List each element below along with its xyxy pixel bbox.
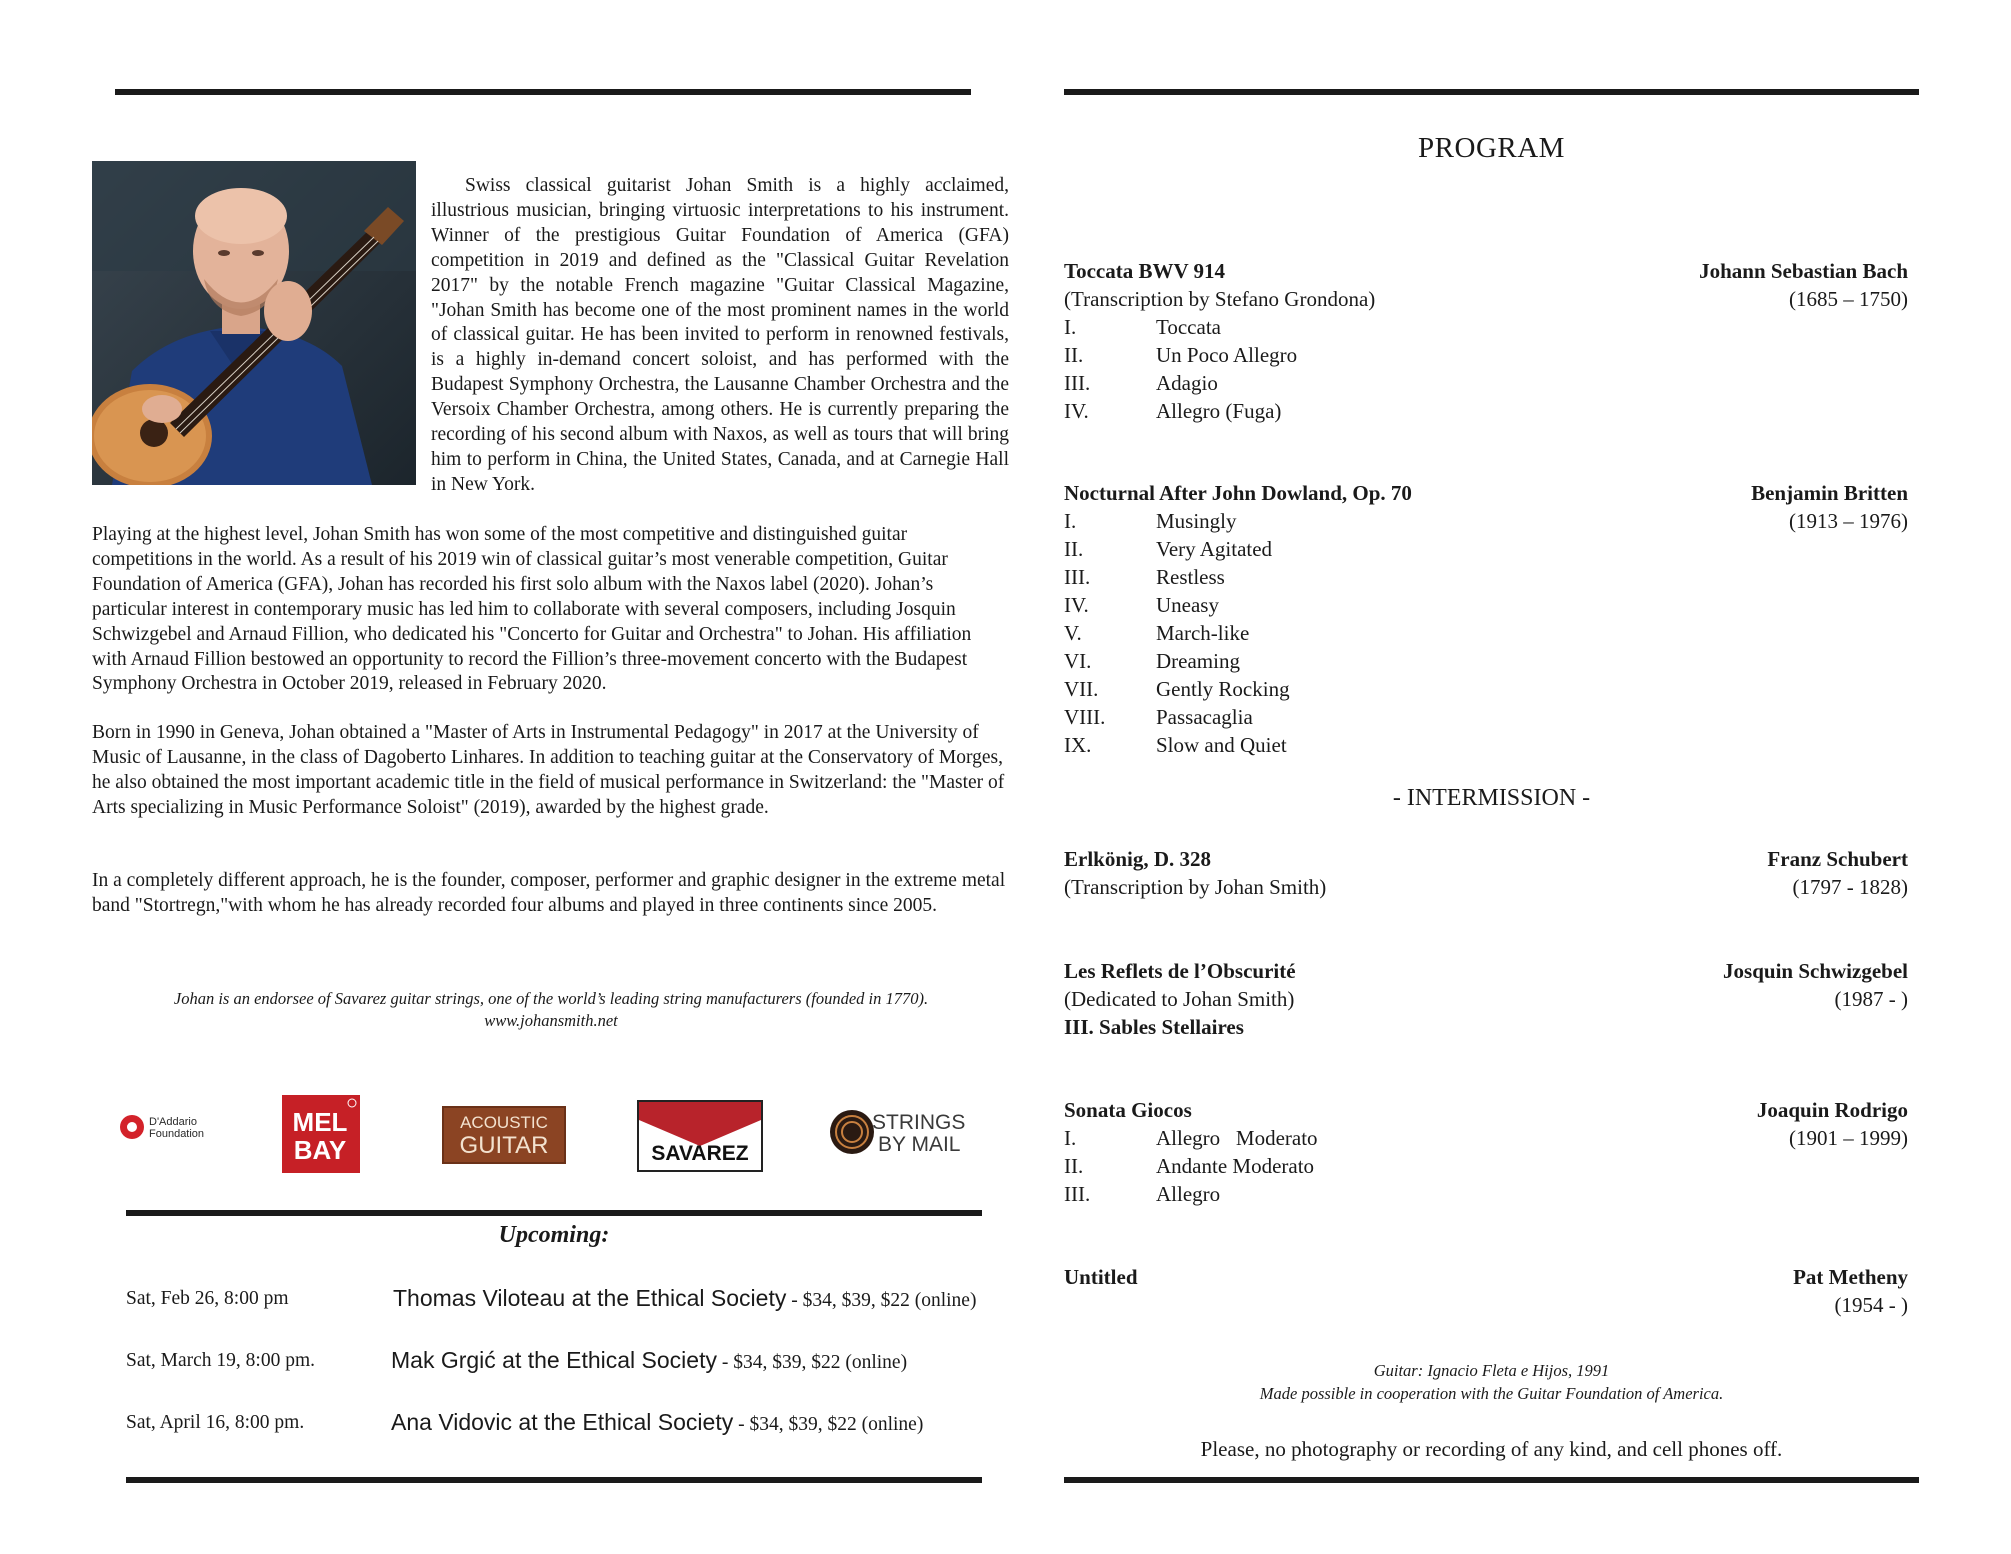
britten-movement-8-name: Passacaglia [1156, 705, 1253, 729]
daddario-foundation-logo [119, 1110, 221, 1144]
britten-movement-2-name: Very Agitated [1156, 537, 1273, 561]
event-3 [391, 1409, 923, 1437]
rodrigo-movement-1-name: Allegro Moderato [1156, 1126, 1318, 1150]
daddario-logo-text-2: Foundation [149, 1128, 205, 1140]
rodrigo-work-title: Sonata Giocos [1064, 1098, 1192, 1122]
event-2-price: - $34, $39, $22 (online) [716, 1352, 908, 1373]
website-link[interactable]: www.johansmith.net [484, 1011, 618, 1030]
bach-movement-1-number: I. [1064, 315, 1077, 339]
schubert-composer: Franz Schubert [1767, 847, 1908, 871]
schwizgebel-dedication: (Dedicated to Johan Smith) [1064, 987, 1295, 1011]
event-2-title: Mak Grgić at the Ethical Society [391, 1347, 717, 1373]
rodrigo-movement-3-number: III. [1064, 1182, 1091, 1206]
bio-paragraph-achievements: Playing at the highest level, Johan Smith has won some of the most competitive and distinguished guitar competitions in the world. As a result of his 2019 win of classical guitar’s most venerable competition, Guitar Foundation of America (GFA), Johan has recorded his first solo album with the Naxos label (2020). Johan’s particular interest in contemporary music has led him to collaborate with several composers, including Josquin Schwizgebel and Arnaud Fillion, who dedicated his "Concerto for Guitar and Orchestra" to Johan. His affiliation with Arnaud Fillion bestowed an opportunity to record the Fillion’s three-movement concerto with the Budapest Symphony Orchestra in October 2019, released in February 2020. [92, 524, 972, 695]
event-3-title: Ana Vidovic at the Ethical Society [391, 1409, 734, 1435]
rodrigo-movement-3-name: Allegro [1156, 1182, 1221, 1206]
rodrigo-composer: Joaquin Rodrigo [1756, 1098, 1908, 1122]
britten-movement-5-name: March-like [1156, 621, 1250, 645]
upcoming-bottom-rule [126, 1477, 982, 1483]
britten-dates: (1913 – 1976) [1789, 509, 1908, 533]
schwizgebel-movement: III. Sables Stellaires [1064, 1015, 1244, 1039]
event-3-date: Sat, April 16, 8:00 pm. [126, 1412, 305, 1433]
britten-movement-1-name: Musingly [1156, 509, 1237, 533]
britten-movement-7-name: Gently Rocking [1156, 677, 1290, 701]
bach-work-title: Toccata BWV 914 [1064, 259, 1226, 283]
acoustic-logo-text-1: ACOUSTIC [460, 1113, 548, 1132]
britten-movement-3-number: III. [1064, 565, 1091, 589]
britten-movement-6-name: Dreaming [1156, 649, 1240, 673]
britten-movement-9-name: Slow and Quiet [1156, 733, 1287, 757]
britten-movement-4-number: IV. [1064, 593, 1089, 617]
bach-dates: (1685 – 1750) [1789, 287, 1908, 311]
bach-movement-2-number: II. [1064, 343, 1084, 367]
britten-composer: Benjamin Britten [1751, 481, 1908, 505]
event-1-date: Sat, Feb 26, 8:00 pm [126, 1288, 289, 1309]
event-2-date: Sat, March 19, 8:00 pm. [126, 1350, 316, 1371]
strings-logo-text-1: STRINGS [872, 1111, 966, 1134]
bach-composer: Johann Sebastian Bach [1699, 259, 1908, 283]
acoustic-logo-text-2: GUITAR [459, 1132, 549, 1159]
event-1 [393, 1285, 976, 1313]
melbay-logo-text-1: MEL [292, 1107, 348, 1137]
britten-movement-6-number: VI. [1064, 649, 1092, 673]
event-2 [391, 1347, 907, 1375]
bach-transcription: (Transcription by Stefano Grondona) [1064, 287, 1376, 311]
bottom-rule-right [1064, 1477, 1919, 1483]
bio-paragraph-metal-band: In a completely different approach, he is the founder, composer, performer and graphic designer in the extreme metal band "Stortregn,"with whom he has already recorded four albums and played in three continents since 2005. [92, 870, 1006, 916]
schwizgebel-composer: Josquin Schwizgebel [1723, 959, 1908, 983]
britten-movement-2-number: II. [1064, 537, 1084, 561]
metheny-composer: Pat Metheny [1793, 1265, 1908, 1289]
program-title: PROGRAM [1418, 132, 1565, 164]
bach-movement-2-name: Un Poco Allegro [1156, 343, 1298, 367]
savarez-logo [637, 1100, 763, 1172]
britten-movement-4-name: Uneasy [1156, 593, 1219, 617]
schubert-dates: (1797 - 1828) [1792, 875, 1908, 899]
bach-movement-1-name: Toccata [1156, 315, 1221, 339]
schwizgebel-dates: (1987 - ) [1834, 987, 1908, 1011]
rodrigo-movement-2-number: II. [1064, 1154, 1084, 1178]
upcoming-top-rule [126, 1210, 982, 1216]
bach-movement-4-number: IV. [1064, 399, 1089, 423]
guitarist-photo [92, 161, 416, 485]
metheny-dates: (1954 - ) [1834, 1293, 1908, 1317]
britten-work-title: Nocturnal After John Dowland, Op. 70 [1064, 481, 1412, 505]
schubert-transcription: (Transcription by Johan Smith) [1064, 875, 1327, 899]
strings-by-mail-logo [826, 1106, 972, 1158]
melbay-logo-text-2: BAY [293, 1135, 347, 1165]
britten-movement-9-number: IX. [1064, 733, 1092, 757]
bach-movement-3-number: III. [1064, 371, 1091, 395]
event-1-price: - $34, $39, $22 (online) [786, 1290, 977, 1311]
britten-movement-1-number: I. [1064, 509, 1077, 533]
endorsement-text: Johan is an endorsee of Savarez guitar strings, one of the world’s leading string manufacturers (founded in 1770). [173, 989, 929, 1008]
bach-movement-3-name: Adagio [1156, 371, 1218, 395]
mel-bay-logo [282, 1095, 360, 1173]
bio-paragraph-education: Born in 1990 in Geneva, Johan obtained a "Master of Arts in Instrumental Pedagogy" in 2017 at the University of Music of Lausanne, in the class of Dagoberto Linhares. In addition to teaching guitar at the Conservatory of Morges, he also obtained the most important academic title in the field of musical performance in Switzerland: the "Master of Arts specializing in Music Performance Soloist" (2019), awarded by the highest grade. [92, 722, 1005, 818]
top-rule-left [115, 89, 971, 95]
event-1-title: Thomas Viloteau at the Ethical Society [393, 1285, 787, 1311]
acoustic-guitar-logo [442, 1106, 566, 1164]
daddario-logo-text-1: D'Addario [149, 1116, 197, 1128]
bach-movement-4-name: Allegro (Fuga) [1156, 399, 1282, 423]
britten-movement-7-number: VII. [1064, 677, 1099, 701]
bio-intro: Swiss classical guitarist Johan Smith is a highly acclaimed, illustrious musician, bringing virtuosic interpretations to his instrument. Winner of the prestigious Guitar Foundation of America (GFA) competition in 2019 and defined as the "Classical Guitar Revelation 2017" by the notable French magazine "Guitar Classical Magazine, "Johan Smith has become one of the most prominent names in the world of classical guitar. He has been invited to perform in renowned festivals, is a highly in-demand concert soloist, and has performed with the Budapest Symphony Orchestra, the Lausanne Chamber Orchestra and the Versoix Chamber Orchestra, among others. He is currently preparing the recording of his second album with Naxos, as well as tours that will bring him to perform in China, the United States, Canada, and at Carnegie Hall in New York. [431, 175, 1009, 495]
gfa-credit: Made possible in cooperation with the Guitar Foundation of America. [1259, 1384, 1724, 1403]
photography-notice: Please, no photography or recording of any kind, and cell phones off. [1200, 1437, 1783, 1461]
metheny-work-title: Untitled [1064, 1265, 1138, 1289]
top-rule-right [1064, 89, 1919, 95]
schubert-work-title: Erlkönig, D. 328 [1064, 847, 1212, 871]
schwizgebel-work-title: Les Reflets de l’Obscurité [1064, 959, 1296, 983]
endorsement-note [92, 988, 1010, 1032]
britten-movement-8-number: VIII. [1064, 705, 1106, 729]
rodrigo-dates: (1901 – 1999) [1789, 1126, 1908, 1150]
strings-logo-text-2: BY MAIL [878, 1133, 961, 1156]
britten-movement-3-name: Restless [1156, 565, 1225, 589]
guitar-credit: Guitar: Ignacio Fleta e Hijos, 1991 [1373, 1361, 1610, 1380]
rodrigo-movement-1-number: I. [1064, 1126, 1077, 1150]
savarez-logo-text: SAVAREZ [651, 1142, 749, 1165]
intermission-label: - INTERMISSION - [1392, 785, 1591, 811]
event-3-price: - $34, $39, $22 (online) [733, 1414, 924, 1435]
rodrigo-movement-2-name: Andante Moderato [1156, 1154, 1315, 1178]
upcoming-heading: Upcoming: [498, 1222, 610, 1248]
britten-movement-5-number: V. [1064, 621, 1082, 645]
